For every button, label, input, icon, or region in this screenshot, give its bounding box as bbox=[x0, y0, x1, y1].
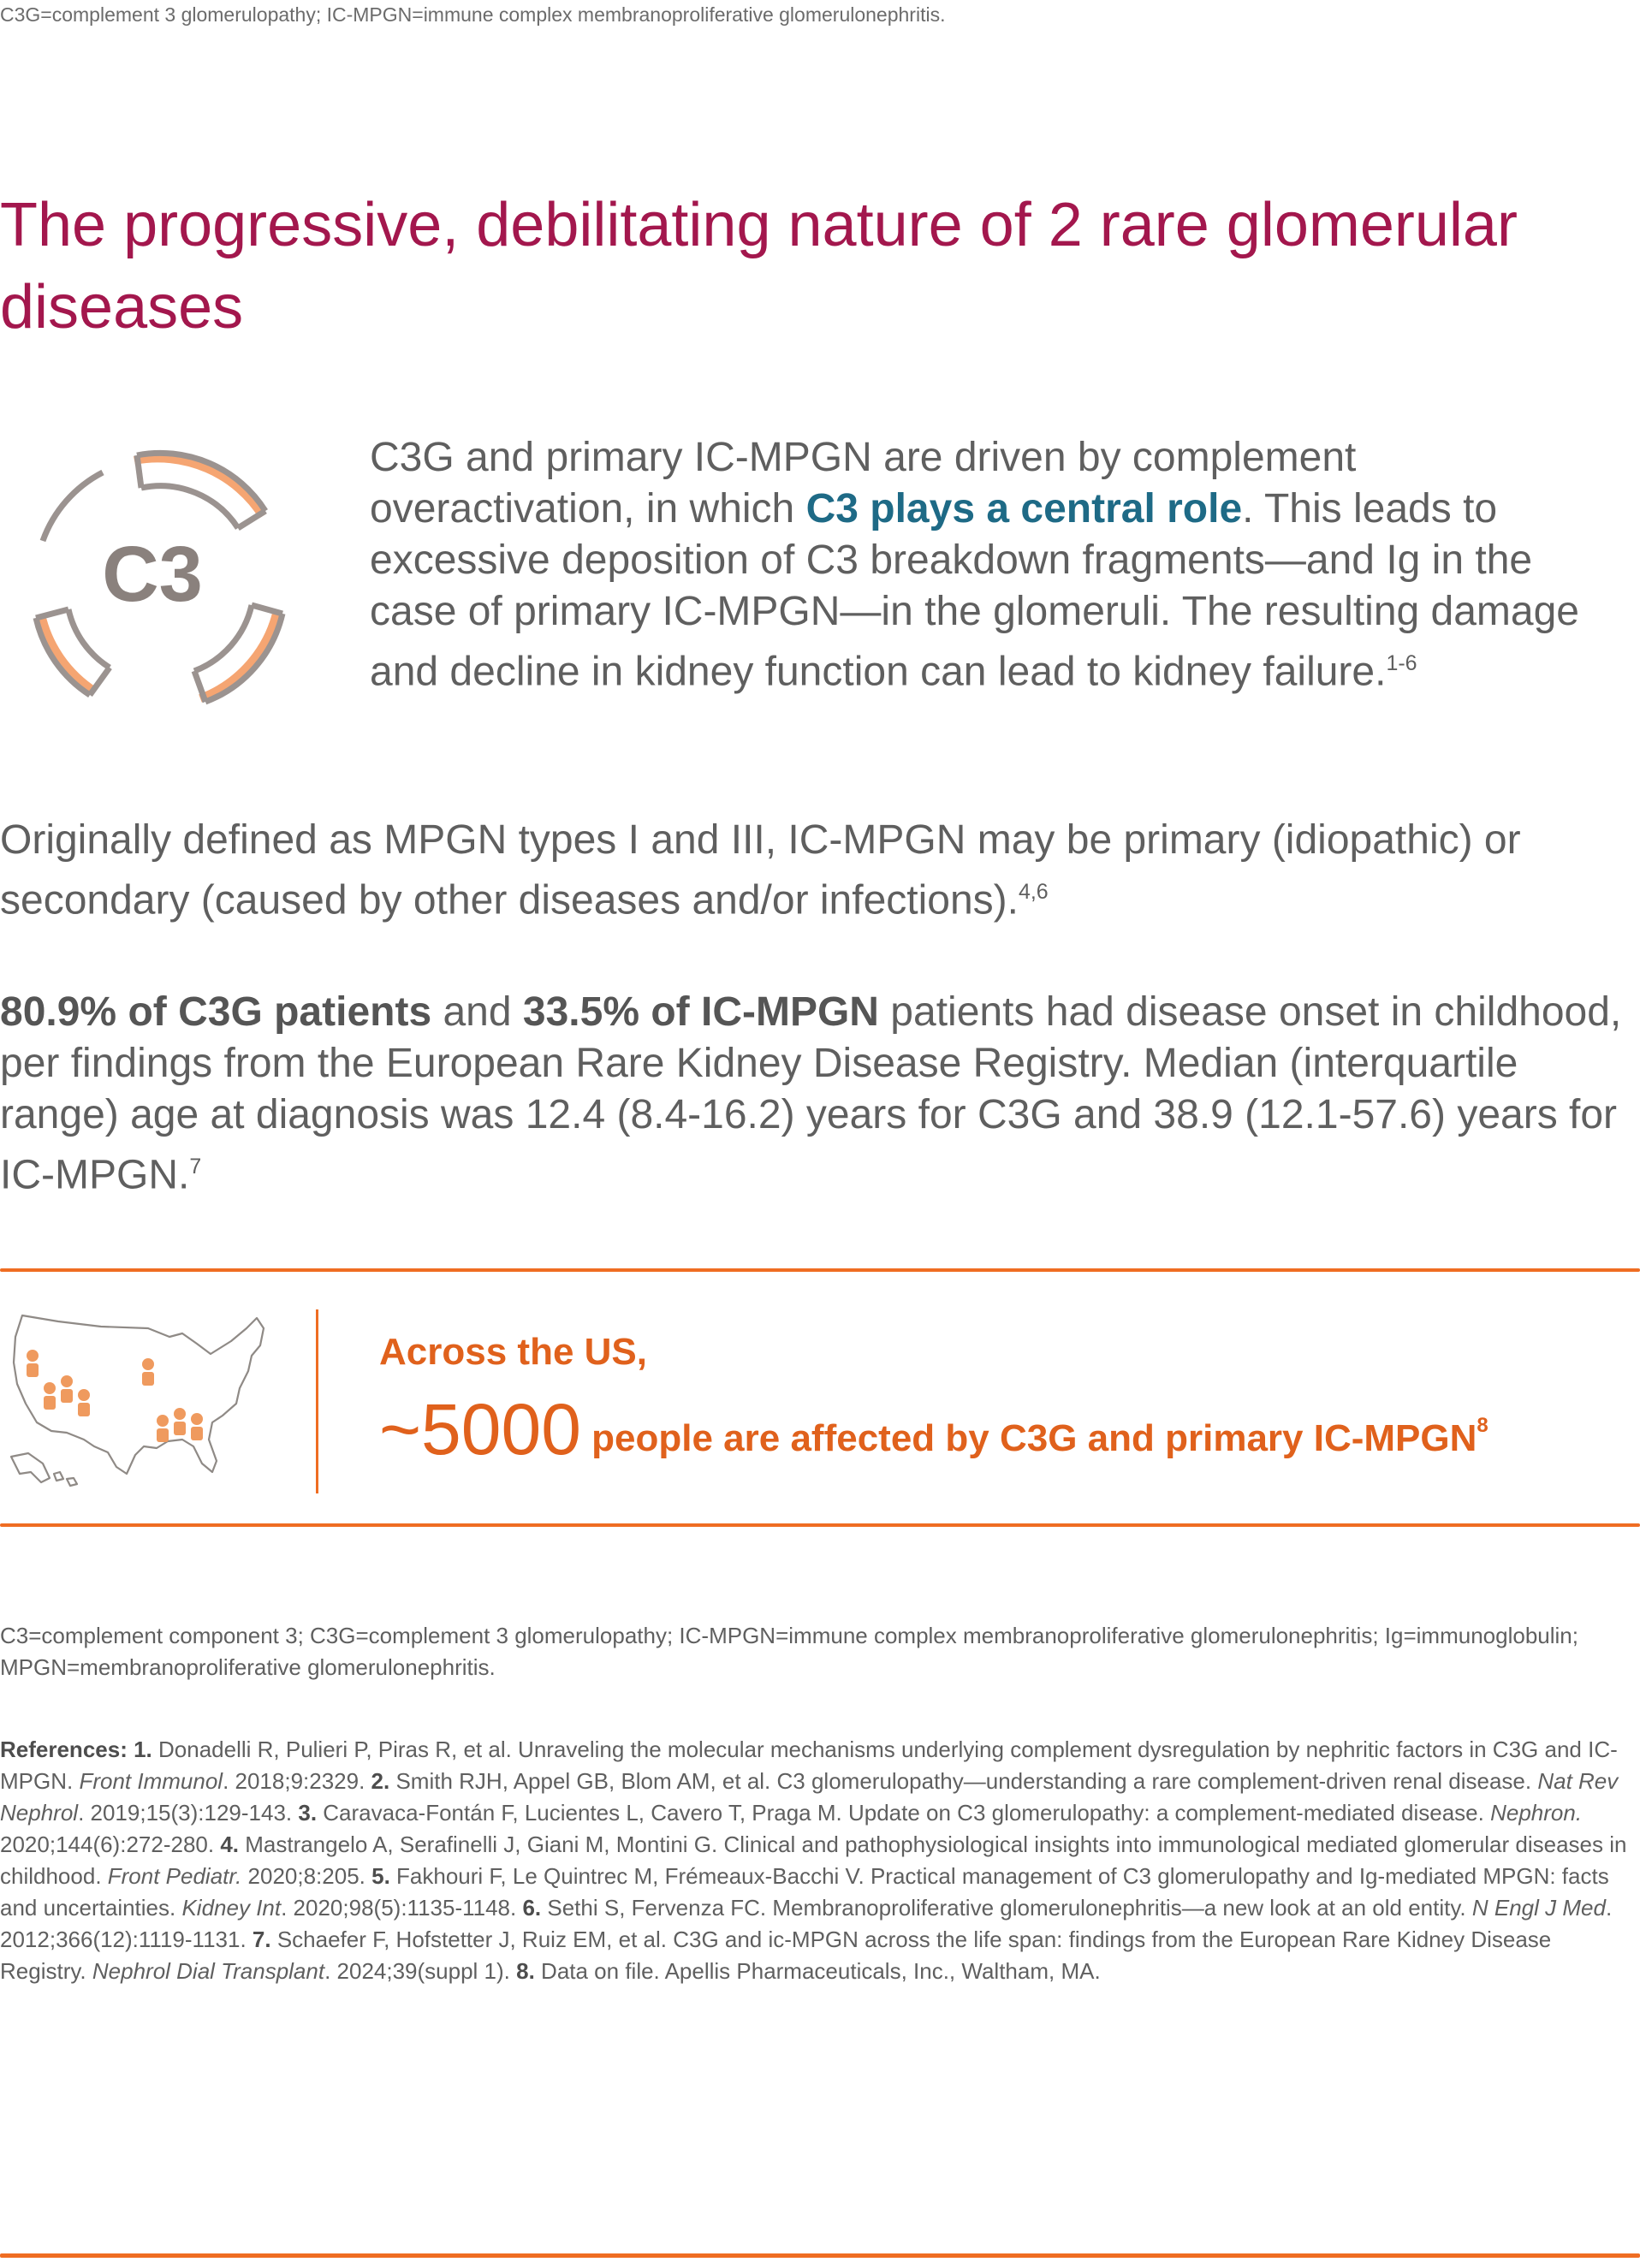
callout-statistic bbox=[379, 1388, 1488, 1471]
reference-journal: Nephron. bbox=[1490, 1800, 1583, 1826]
reference-citation: . 2012;366(12):1119-1131. bbox=[0, 1895, 1613, 1952]
page-title: The progressive, debilitating nature of 2 rare glomerular diseases bbox=[0, 191, 1518, 341]
onset-mid: and bbox=[431, 989, 523, 1035]
reference-journal: Front Immunol bbox=[79, 1768, 223, 1794]
intro-text-2: . This leads to excessive deposition of C3 breakdown fragments—and Ig in the case of primary IC-MPGN—in the glomeruli. The resulting damage and decline in kidney function can lead to kidney failure. bbox=[370, 486, 1579, 695]
reference-text: Mastrangelo A, Serafinelli J, Giani M, Montini G. Clinical and pathophysiological insights into immunological mediated glomerular diseases in childhood. bbox=[0, 1832, 1627, 1889]
onset-rest: patients had disease onset in childhood, per findings from the European Rare Kidney Disease Registry. Median (interquartile range) age at diagnosis was 12.4 (8.4-16.2) years for C3G and 38.9 (12.1-57.6) years for IC-MPGN. bbox=[0, 989, 1622, 1198]
reference-number: 2. bbox=[371, 1768, 390, 1794]
callout-number: ~5000 bbox=[379, 1389, 581, 1469]
reference-journal: Nephrol Dial Transplant bbox=[92, 1958, 325, 1984]
references-list bbox=[0, 1737, 1626, 1984]
origin-refs: 4,6 bbox=[1019, 880, 1049, 904]
intro-text-1: C3G and primary IC-MPGN are driven by complement overactivation, in which bbox=[370, 435, 1357, 531]
reference-journal: Nat Rev Nephrol bbox=[0, 1768, 1619, 1826]
page-bottom-rule bbox=[0, 2253, 1640, 2258]
references-label: References: bbox=[0, 1737, 128, 1762]
reference-number: 7. bbox=[252, 1927, 271, 1952]
callout-refs: 8 bbox=[1477, 1414, 1488, 1437]
reference-journal: Front Pediatr. bbox=[107, 1863, 242, 1889]
reference-text: Sethi S, Fervenza FC. Membranoproliferative glomerulonephritis—a new look at an old entity. bbox=[541, 1895, 1472, 1921]
reference-journal: N Engl J Med bbox=[1471, 1895, 1606, 1921]
intro-paragraph bbox=[370, 432, 1628, 698]
intro-refs: 1-6 bbox=[1386, 651, 1417, 675]
callout-heading: Across the US, bbox=[379, 1331, 647, 1373]
c3-logo-text: C3 bbox=[102, 531, 203, 618]
us-map-people-icon bbox=[7, 1303, 272, 1495]
reference-text: Fakhouri F, Le Quintrec M, Frémeaux-Bacchi V. Practical management of C3 glomerulopathy and Ig-mediated MPGN: facts and uncertainties. bbox=[0, 1863, 1609, 1921]
reference-citation: . 2019;15(3):129-143. bbox=[78, 1800, 299, 1826]
onset-bold-icmpgn: 33.5% of IC-MPGN bbox=[522, 989, 879, 1035]
top-abbreviation-note: C3G=complement 3 glomerulopathy; IC-MPGN=immune complex membranoproliferative glomerulonephritis. bbox=[0, 3, 946, 26]
reference-number: 6. bbox=[522, 1895, 542, 1921]
references-block bbox=[0, 1734, 1631, 1987]
reference-citation: . 2024;39(suppl 1). bbox=[324, 1958, 517, 1984]
reference-text: Data on file. Apellis Pharmaceuticals, Inc., Waltham, MA. bbox=[534, 1958, 1101, 1984]
reference-citation: 2020;8:205. bbox=[241, 1863, 372, 1889]
callout-top-rule bbox=[0, 1268, 1640, 1272]
reference-number: 1. bbox=[134, 1737, 152, 1762]
reference-text: Schaefer F, Hofstetter J, Ruiz EM, et al. C3G and ic-MPGN across the life span: findings from the European Rare Kidney Disease Registry. bbox=[0, 1927, 1552, 1984]
reference-number: 8. bbox=[516, 1958, 535, 1984]
c3-ring-icon bbox=[9, 430, 308, 729]
onset-bold-c3g: 80.9% of C3G patients bbox=[0, 989, 432, 1035]
origin-text: Originally defined as MPGN types I and III, IC-MPGN may be primary (idiopathic) or secondary (caused by other diseases and/or infections). bbox=[0, 817, 1521, 923]
reference-number: 4. bbox=[220, 1832, 239, 1857]
callout-divider bbox=[316, 1309, 318, 1493]
reference-text: Caravaca-Fontán F, Lucientes L, Cavero T, Praga M. Update on C3 glomerulopathy: a complement-mediated disease. bbox=[317, 1800, 1491, 1826]
reference-citation: 2020;144(6):272-280. bbox=[0, 1832, 221, 1857]
reference-citation: . 2018;9:2329. bbox=[223, 1768, 371, 1794]
reference-journal: Kidney Int bbox=[181, 1895, 282, 1921]
abbreviations-footnote: C3=complement component 3; C3G=complement 3 glomerulopathy; IC-MPGN=immune complex membranoproliferative glomerulonephritis; Ig=immunoglobulin; MPGN=membranoproliferative glomerulonephritis. bbox=[0, 1623, 1578, 1680]
reference-text: Smith RJH, Appel GB, Blom AM, et al. C3 glomerulopathy—understanding a rare complement-driven renal disease. bbox=[389, 1768, 1538, 1794]
reference-citation: . 2020;98(5):1135-1148. bbox=[281, 1895, 523, 1921]
origin-paragraph bbox=[0, 815, 1631, 926]
callout-bottom-rule bbox=[0, 1523, 1640, 1527]
onset-refs: 7 bbox=[189, 1155, 202, 1179]
reference-number: 5. bbox=[371, 1863, 390, 1889]
intro-highlight: C3 plays a central role bbox=[805, 486, 1243, 531]
callout-suffix: people are affected by C3G and primary IC-MPGN bbox=[580, 1417, 1477, 1459]
reference-number: 3. bbox=[298, 1800, 318, 1826]
onset-paragraph bbox=[0, 987, 1631, 1201]
reference-text: Donadelli R, Pulieri P, Piras R, et al. Unraveling the molecular mechanisms underlying complement dysregulation by nephritic factors in C3G and IC-MPGN. bbox=[0, 1737, 1618, 1794]
